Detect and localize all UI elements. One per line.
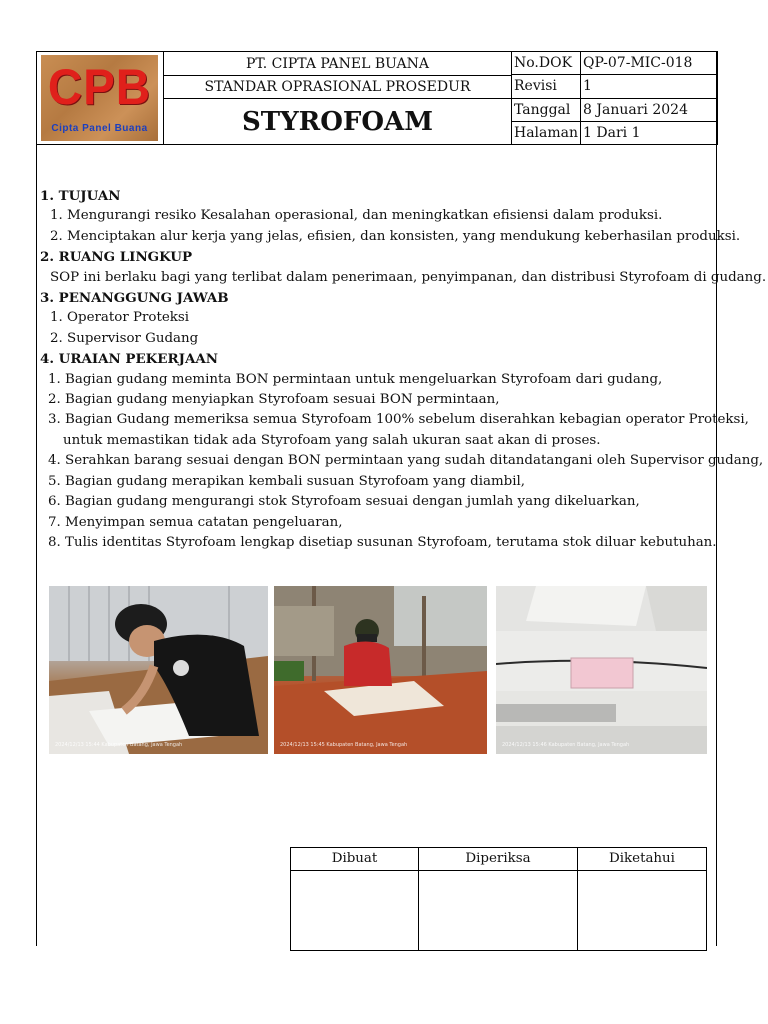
document-title: STYROFOAM (241, 107, 433, 137)
signature-box (578, 871, 707, 951)
list-item: 6. Bagian gudang mengurangi stok Styrofoam sesuai dengan jumlah yang dikeluarkan, (48, 494, 640, 510)
list-item: 2. Bagian gudang menyiapkan Styrofoam sesuai BON permintaan, (48, 392, 500, 408)
document-header (36, 51, 718, 145)
photo-worker-table-illustration (274, 586, 487, 754)
meta-row (512, 75, 718, 98)
list-item: 2. Supervisor Gudang (50, 330, 199, 346)
list-item: 1. Bagian gudang meminta BON permintaan untuk mengeluarkan Styrofoam dari gudang, (48, 371, 663, 387)
logo-subtitle: Cipta Panel Buana (51, 123, 148, 134)
signature-space-row (291, 871, 707, 951)
section-heading: 1. TUJUAN (40, 188, 121, 204)
document-meta-table (511, 51, 718, 145)
list-item: 2. Menciptakan alur kerja yang jelas, efisien, dan konsisten, yang mendukung keberhasilan produksi. (50, 228, 741, 244)
photo-styrofoam-stack-illustration (496, 586, 707, 754)
list-item-continuation: untuk memastikan tidak ada Styrofoam yang salah ukuran saat akan di proses. (63, 432, 601, 448)
list-item: 7. Menyimpan semua catatan pengeluaran, (48, 514, 343, 530)
meta-label: Tanggal (512, 98, 581, 121)
logo-cell (36, 51, 164, 145)
list-item: 1. Mengurangi resiko Kesalahan operasional, dan meningkatkan efisiensi dalam produksi. (50, 208, 663, 224)
divider (164, 75, 511, 76)
section-heading: 2. RUANG LINGKUP (40, 249, 193, 266)
meta-row (512, 52, 718, 75)
photo-timestamp: 2024/12/13 15:46 Kabupaten Batang, Jawa Tengah (502, 742, 630, 748)
photo-timestamp: 2024/12/13 15:45 Kabupaten Batang, Jawa Tengah (280, 742, 408, 748)
signature-box (291, 871, 419, 951)
photo-styrofoam-stack (496, 586, 707, 754)
document-type: STANDAR OPRASIONAL PROSEDUR (204, 79, 471, 95)
signature-table (290, 847, 707, 951)
meta-row (512, 98, 718, 121)
title-block (163, 51, 512, 145)
photo-worker-writing-illustration (49, 586, 268, 754)
company-logo (41, 55, 158, 141)
list-item: 4. Serahkan barang sesuai dengan BON permintaan yang sudah ditandatangani oleh Supervisor gudang, (48, 453, 764, 469)
list-item: 8. Tulis identitas Styrofoam lengkap disetiap susunan Styrofoam, terutama stok diluar kebutuhan. (48, 534, 717, 550)
meta-label: Halaman (512, 121, 581, 144)
logo-text: CPB (47, 59, 152, 115)
section-heading: 4. URAIAN PEKERJAAN (40, 351, 218, 368)
meta-label: Revisi (512, 75, 581, 98)
list-item: 1. Operator Proteksi (50, 310, 190, 326)
photo-worker-writing (49, 586, 268, 754)
meta-value: 1 Dari 1 (581, 121, 718, 144)
list-item: 5. Bagian gudang merapikan kembali susuan Styrofoam yang diambil, (48, 473, 526, 489)
list-item: 3. Bagian Gudang memeriksa semua Styrofoam 100% sebelum diserahkan kebagian operator Proteksi, (48, 412, 749, 428)
signature-header-row (291, 848, 707, 871)
photo-timestamp: 2024/12/13 15:44 Kabupaten Batang, Jawa Tengah (55, 742, 183, 748)
signature-box (419, 871, 578, 951)
meta-value: 1 (581, 75, 718, 98)
photo-worker-table (274, 586, 487, 754)
signature-column-dibuat: Dibuat (291, 848, 419, 871)
divider (164, 98, 511, 99)
meta-row (512, 121, 718, 144)
section-heading: 3. PENANGGUNG JAWAB (40, 290, 229, 307)
company-name: PT. CIPTA PANEL BUANA (246, 56, 429, 72)
signature-column-diperiksa: Diperiksa (419, 848, 578, 871)
sop-content (40, 186, 767, 553)
scope-text: SOP ini berlaku bagi yang terlibat dalam penerimaan, penyimpanan, dan distribusi Styrofoam di gudang. (50, 269, 767, 285)
meta-value: 8 Januari 2024 (581, 98, 718, 121)
meta-value: QP-07-MIC-018 (581, 52, 718, 75)
meta-label: No.DOK (512, 52, 581, 75)
signature-column-diketahui: Diketahui (578, 848, 707, 871)
